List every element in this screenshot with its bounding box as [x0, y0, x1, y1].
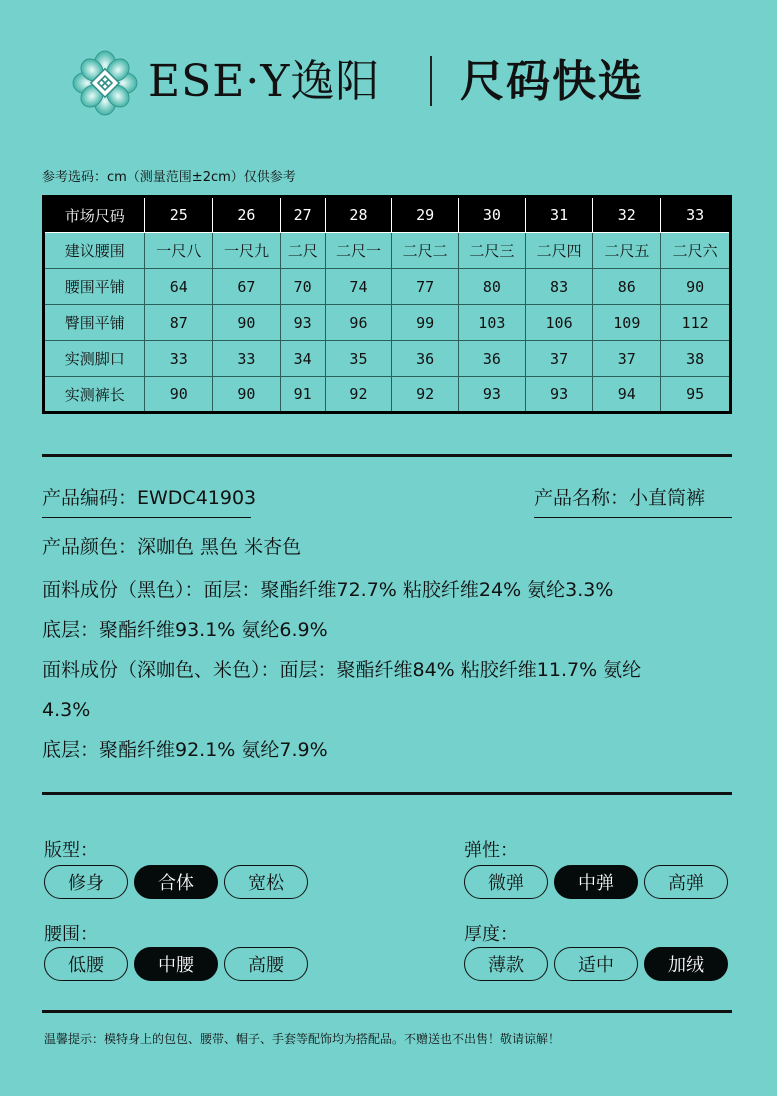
- elasticity-options: [464, 865, 728, 899]
- table-cell: 77: [392, 269, 459, 305]
- table-cell: 87: [145, 305, 213, 341]
- page-header: [72, 48, 712, 118]
- thickness-option-medium[interactable]: 适中: [554, 947, 638, 981]
- table-cell: 37: [525, 341, 593, 377]
- table-cell: 90: [661, 269, 731, 305]
- thickness-option-thin[interactable]: 薄款: [464, 947, 548, 981]
- table-cell: 99: [392, 305, 459, 341]
- table-cell: 90: [213, 305, 281, 341]
- table-cell: 37: [593, 341, 661, 377]
- elasticity-option-slight[interactable]: 微弹: [464, 865, 548, 899]
- table-cell: 一尺八: [145, 233, 213, 269]
- table-cell: 91: [280, 377, 325, 413]
- elasticity-option-medium[interactable]: 中弹: [554, 865, 638, 899]
- fit-options: [44, 865, 308, 899]
- elasticity-label: 弹性：: [464, 840, 518, 861]
- fabric-other: 面料成份（深咖色、米色）：面层：聚酯纤维84% 粘胶纤维11.7% 氨纶: [42, 659, 642, 681]
- thickness-label: 厚度：: [464, 924, 518, 945]
- size-reference-note: 参考选码：cm（测量范围±2cm）仅供参考: [42, 170, 296, 185]
- fit-label: 版型：: [44, 840, 98, 861]
- fabric-black: 面料成份（黑色）：面层：聚酯纤维72.7% 粘胶纤维24% 氨纶3.3%: [42, 579, 614, 601]
- row-label: 腰围平铺: [44, 269, 145, 305]
- table-cell: 二尺五: [593, 233, 661, 269]
- table-cell: 36: [392, 341, 459, 377]
- table-cell: 二尺一: [325, 233, 392, 269]
- row-label: 建议腰围: [44, 233, 145, 269]
- table-cell: 93: [458, 377, 525, 413]
- size-header-cell: 28: [325, 197, 392, 233]
- fit-option-loose[interactable]: 宽松: [224, 865, 308, 899]
- size-header-cell: 27: [280, 197, 325, 233]
- size-header-cell: 33: [661, 197, 731, 233]
- table-cell: 96: [325, 305, 392, 341]
- size-header-cell: 26: [213, 197, 281, 233]
- table-cell: 38: [661, 341, 731, 377]
- fabric-other-cont: 4.3%: [42, 699, 91, 721]
- size-header-cell: 29: [392, 197, 459, 233]
- header-divider: [430, 56, 432, 106]
- waist-label: 腰围：: [44, 924, 98, 945]
- waist-options: [44, 947, 308, 981]
- section-divider: [42, 792, 732, 795]
- table-cell: 112: [661, 305, 731, 341]
- table-cell: 103: [458, 305, 525, 341]
- table-cell: 67: [213, 269, 281, 305]
- table-cell: 二尺四: [525, 233, 593, 269]
- table-cell: 二尺二: [392, 233, 459, 269]
- size-table-header-label: 市场尺码: [44, 197, 145, 233]
- section-divider: [42, 454, 732, 457]
- thickness-option-fleece[interactable]: 加绒: [644, 947, 728, 981]
- row-label: 臀围平铺: [44, 305, 145, 341]
- product-name: 产品名称：小直筒裤: [534, 485, 732, 518]
- table-cell: 94: [593, 377, 661, 413]
- section-divider: [42, 1010, 732, 1013]
- table-cell: 83: [525, 269, 593, 305]
- warm-tips: 温馨提示：模特身上的包包、腰带、帽子、手套等配饰均为搭配品。不赠送也不出售！敬请谅解！: [44, 1032, 561, 1046]
- table-cell: 80: [458, 269, 525, 305]
- table-row: [44, 341, 731, 377]
- table-cell: 74: [325, 269, 392, 305]
- table-cell: 二尺: [280, 233, 325, 269]
- size-header-cell: 25: [145, 197, 213, 233]
- table-row: [44, 305, 731, 341]
- table-cell: 86: [593, 269, 661, 305]
- fit-option-regular[interactable]: 合体: [134, 865, 218, 899]
- table-cell: 二尺六: [661, 233, 731, 269]
- table-cell: 90: [213, 377, 281, 413]
- table-cell: 92: [392, 377, 459, 413]
- size-table: [42, 195, 732, 414]
- waist-option-high[interactable]: 高腰: [224, 947, 308, 981]
- table-cell: 90: [145, 377, 213, 413]
- row-label: 实测裤长: [44, 377, 145, 413]
- table-cell: 93: [280, 305, 325, 341]
- table-row: [44, 233, 731, 269]
- table-cell: 36: [458, 341, 525, 377]
- fabric-black-lining: 底层：聚酯纤维93.1% 氨纶6.9%: [42, 619, 328, 641]
- table-cell: 70: [280, 269, 325, 305]
- table-cell: 35: [325, 341, 392, 377]
- table-cell: 106: [525, 305, 593, 341]
- size-table-header-row: [44, 197, 731, 233]
- product-code: 产品编码：EWDC41903: [42, 485, 251, 518]
- waist-option-mid[interactable]: 中腰: [134, 947, 218, 981]
- table-cell: 64: [145, 269, 213, 305]
- waist-option-low[interactable]: 低腰: [44, 947, 128, 981]
- table-cell: 109: [593, 305, 661, 341]
- lotus-knot-logo-icon: [72, 50, 138, 116]
- elasticity-option-high[interactable]: 高弹: [644, 865, 728, 899]
- table-cell: 93: [525, 377, 593, 413]
- thickness-options: [464, 947, 728, 981]
- row-label: 实测脚口: [44, 341, 145, 377]
- table-cell: 33: [145, 341, 213, 377]
- table-cell: 二尺三: [458, 233, 525, 269]
- table-row: [44, 269, 731, 305]
- table-cell: 95: [661, 377, 731, 413]
- table-cell: 34: [280, 341, 325, 377]
- product-colors: 产品颜色：深咖色 黑色 米杏色: [42, 536, 302, 558]
- fit-option-slim[interactable]: 修身: [44, 865, 128, 899]
- fabric-other-lining: 底层：聚酯纤维92.1% 氨纶7.9%: [42, 739, 328, 761]
- table-cell: 92: [325, 377, 392, 413]
- brand-name: ESE·Y逸阳: [148, 56, 381, 107]
- size-header-cell: 31: [525, 197, 593, 233]
- size-header-cell: 32: [593, 197, 661, 233]
- table-cell: 一尺九: [213, 233, 281, 269]
- size-header-cell: 30: [458, 197, 525, 233]
- table-row: [44, 377, 731, 413]
- table-cell: 33: [213, 341, 281, 377]
- page-title: 尺码快选: [460, 56, 644, 107]
